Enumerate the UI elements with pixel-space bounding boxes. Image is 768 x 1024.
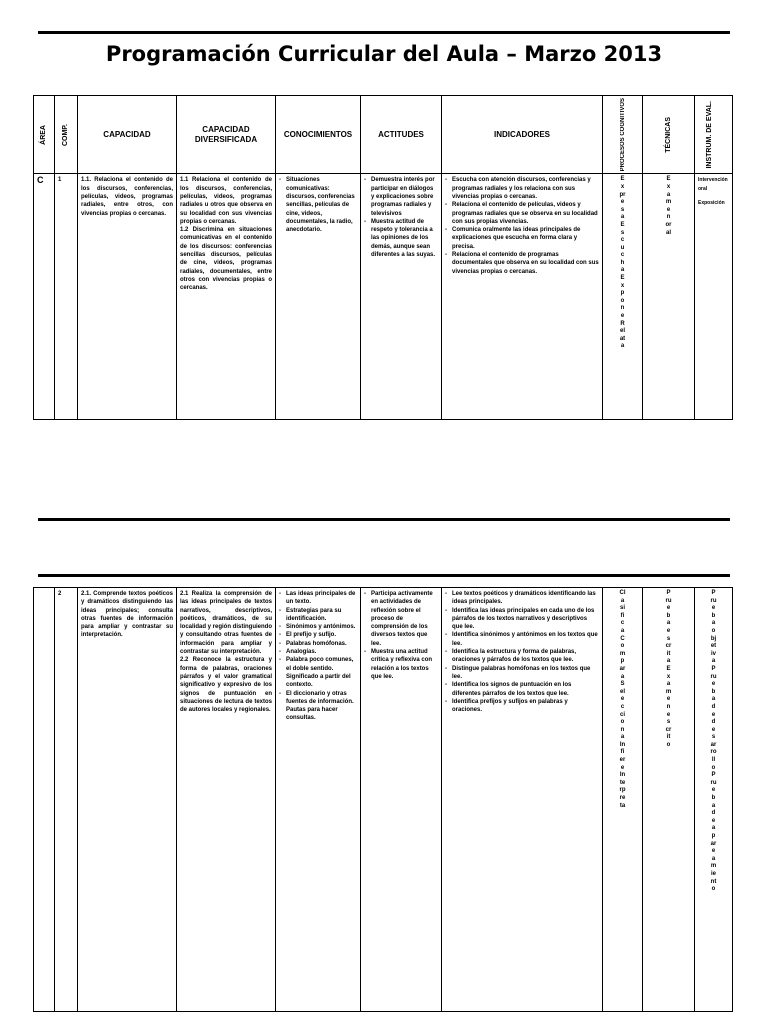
list-item: - Estrategias para su identificación. xyxy=(279,607,357,624)
top-rule xyxy=(38,31,730,34)
list-item: - Identifica prefijos y sufijos en palabras y oraciones. xyxy=(445,698,599,715)
curriculum-table-1 xyxy=(33,95,733,420)
row2-capacidad: 2.1. Comprende textos poéticos y dramáticos distinguiendo las ideas principales; consulta otras fuentes de información para ampliar y contrastar su interpretación. xyxy=(78,588,177,1012)
list-item: - Muestra actitud de respeto y tolerancia a las opiniones de los demás, aunque sean diferentes a las suyas. xyxy=(364,218,438,259)
row2-capacidad-diversificada xyxy=(177,588,276,1012)
list-item: - Identifica los signos de puntuación en los diferentes párrafos de los textos que lee. xyxy=(445,681,599,698)
header-instrum: INSTRUM. DE EVAL. xyxy=(695,96,733,174)
row1-actitudes xyxy=(361,174,442,420)
list-item: - El diccionario y otras fuentes de información. Pautas para hacer consultas. xyxy=(279,690,357,723)
row2-capdiv-2: 2.2 Reconoce la estructura y forma de palabras, oraciones párrafos y el valor gramatical significativo y expresivo de los signos de puntuación en situaciones de lectura de textos de autores locales y regionales. xyxy=(180,657,272,714)
list-item: - Identifica las ideas principales en cada uno de los párrafos de los textos narrativos y descriptivos que lee. xyxy=(445,607,599,632)
middle-rule-2 xyxy=(38,574,730,577)
row1-tecnicas: Examen oral xyxy=(643,174,695,420)
row2-actitudes xyxy=(361,588,442,1012)
row1-capacidad-diversificada xyxy=(177,174,276,420)
list-item: - Escucha con atención discursos, conferencias y programas radiales y los relaciona con sus vivencias propias o cercanas. xyxy=(445,176,599,201)
row1-indicadores xyxy=(442,174,603,420)
row2-instrum: Prueba objetiva Prueba de desarrollo Prueba de apareamiento xyxy=(695,588,733,1012)
list-item: - Participa activamente en actividades de reflexión sobre el proceso de comprensión de los diversos textos que lee. xyxy=(364,590,438,648)
header-capacidad: CAPACIDAD xyxy=(78,96,177,174)
row1-capdiv-2: 1.2 Discrimina en situaciones comunicativas en el contenido de los discursos: conferencias sencillas discursos, películas de cine, videos, programas radiales, documentales, entre otros con vivencias propias o cercanas. xyxy=(180,227,272,292)
header-indicadores: INDICADORES xyxy=(442,96,603,174)
header-comp: COMP. xyxy=(55,96,78,174)
curriculum-table-2 xyxy=(33,587,733,1012)
row1-capdiv-1: 1.1 Relaciona el contenido de los discursos, conferencias, películas, videos, programas radiales u otros que observa en su localidad con sus vivencias propias o cercanas. xyxy=(180,177,272,225)
list-item: - Sinónimos y antónimos. xyxy=(279,623,357,631)
list-item: - Lee textos poéticos y dramáticos identificando las ideas principales. xyxy=(445,590,599,607)
header-tecnicas: TÉCNICAS xyxy=(643,96,695,174)
list-item: - Palabra poco comunes, el doble sentido. Significado a partir del contexto. xyxy=(279,656,357,689)
header-conocimientos: CONOCIMIENTOS xyxy=(276,96,361,174)
list-item: - Distingue palabras homófonas en los textos que lee. xyxy=(445,665,599,682)
row2-procesos: Clasifica Compara Selecciona Infiere Interpreta xyxy=(603,588,643,1012)
row2-area xyxy=(34,588,55,1012)
page-title: Programación Curricular del Aula – Marzo 2013 xyxy=(105,42,663,66)
list-item: - El prefijo y sufijo. xyxy=(279,631,357,639)
middle-rule-1 xyxy=(38,518,730,521)
header-area: ÁREA xyxy=(34,96,55,174)
row1-procesos: Expresa Escucha Expone Relata xyxy=(603,174,643,420)
header-actitudes: ACTITUDES xyxy=(361,96,442,174)
list-item: - Muestra una actitud crítica y reflexiva con relación a los textos que lee. xyxy=(364,648,438,681)
list-item: - Demuestra interés por participar en diálogos y explicaciones sobre programas radiales y televisivos xyxy=(364,176,438,217)
header-procesos: PROCESOS COGNITIVOS xyxy=(603,96,643,174)
row2-comp: 2 xyxy=(55,588,78,1012)
list-item: - Relaciona el contenido de películas, videos y programas radiales que se observa en su localidad con sus propias vivencias. xyxy=(445,201,599,226)
header-capacidad-diversificada: CAPACIDAD DIVERSIFICADA xyxy=(177,96,276,174)
list-item: Exposición xyxy=(698,199,725,206)
list-item: - Identifica sinónimos y antónimos en los textos que lee. xyxy=(445,631,599,648)
row1-capacidad: 1.1. Relaciona el contenido de los discursos, conferencias, películas, videos, programas radiales, entre otros, con vivencias propias o cercanas. xyxy=(78,174,177,420)
row1-area: C xyxy=(34,174,55,420)
row1-conocimientos xyxy=(276,174,361,420)
list-item: - Identifica la estructura y forma de palabras, oraciones y párrafos de los textos que lee. xyxy=(445,648,599,665)
list-item: - Las ideas principales de un texto. xyxy=(279,590,357,607)
list-item: - Analogías. xyxy=(279,648,357,656)
list-item: Intervención oral xyxy=(698,177,728,192)
list-item: - Situaciones comunicativas: discursos, conferencias sencillas, películas de cine, videos, documentales, la radio, anecdotario. xyxy=(279,176,357,234)
row1-comp: 1 xyxy=(55,174,78,420)
list-item: - Comunica oralmente las ideas principales de explicaciones que escucha en forma clara y precisa. xyxy=(445,226,599,251)
list-item: - Relaciona el contenido de programas documentales que observa en su localidad con sus vivencias propias o cercanas. xyxy=(445,251,599,276)
row2-capdiv-1: 2.1 Realiza la comprensión de las ideas principales de textos narrativos, descriptivos, poéticos, dramáticos, de su localidad y región distinguiendo y consultando otras fuentes de información para ampliar y contrastar su interpretación. xyxy=(180,591,273,656)
row2-conocimientos xyxy=(276,588,361,1012)
row1-instrum xyxy=(695,174,733,420)
row2-tecnicas: Prueba escrita Examen escrito xyxy=(643,588,695,1012)
list-item: - Palabras homófonas. xyxy=(279,640,357,648)
row2-indicadores xyxy=(442,588,603,1012)
